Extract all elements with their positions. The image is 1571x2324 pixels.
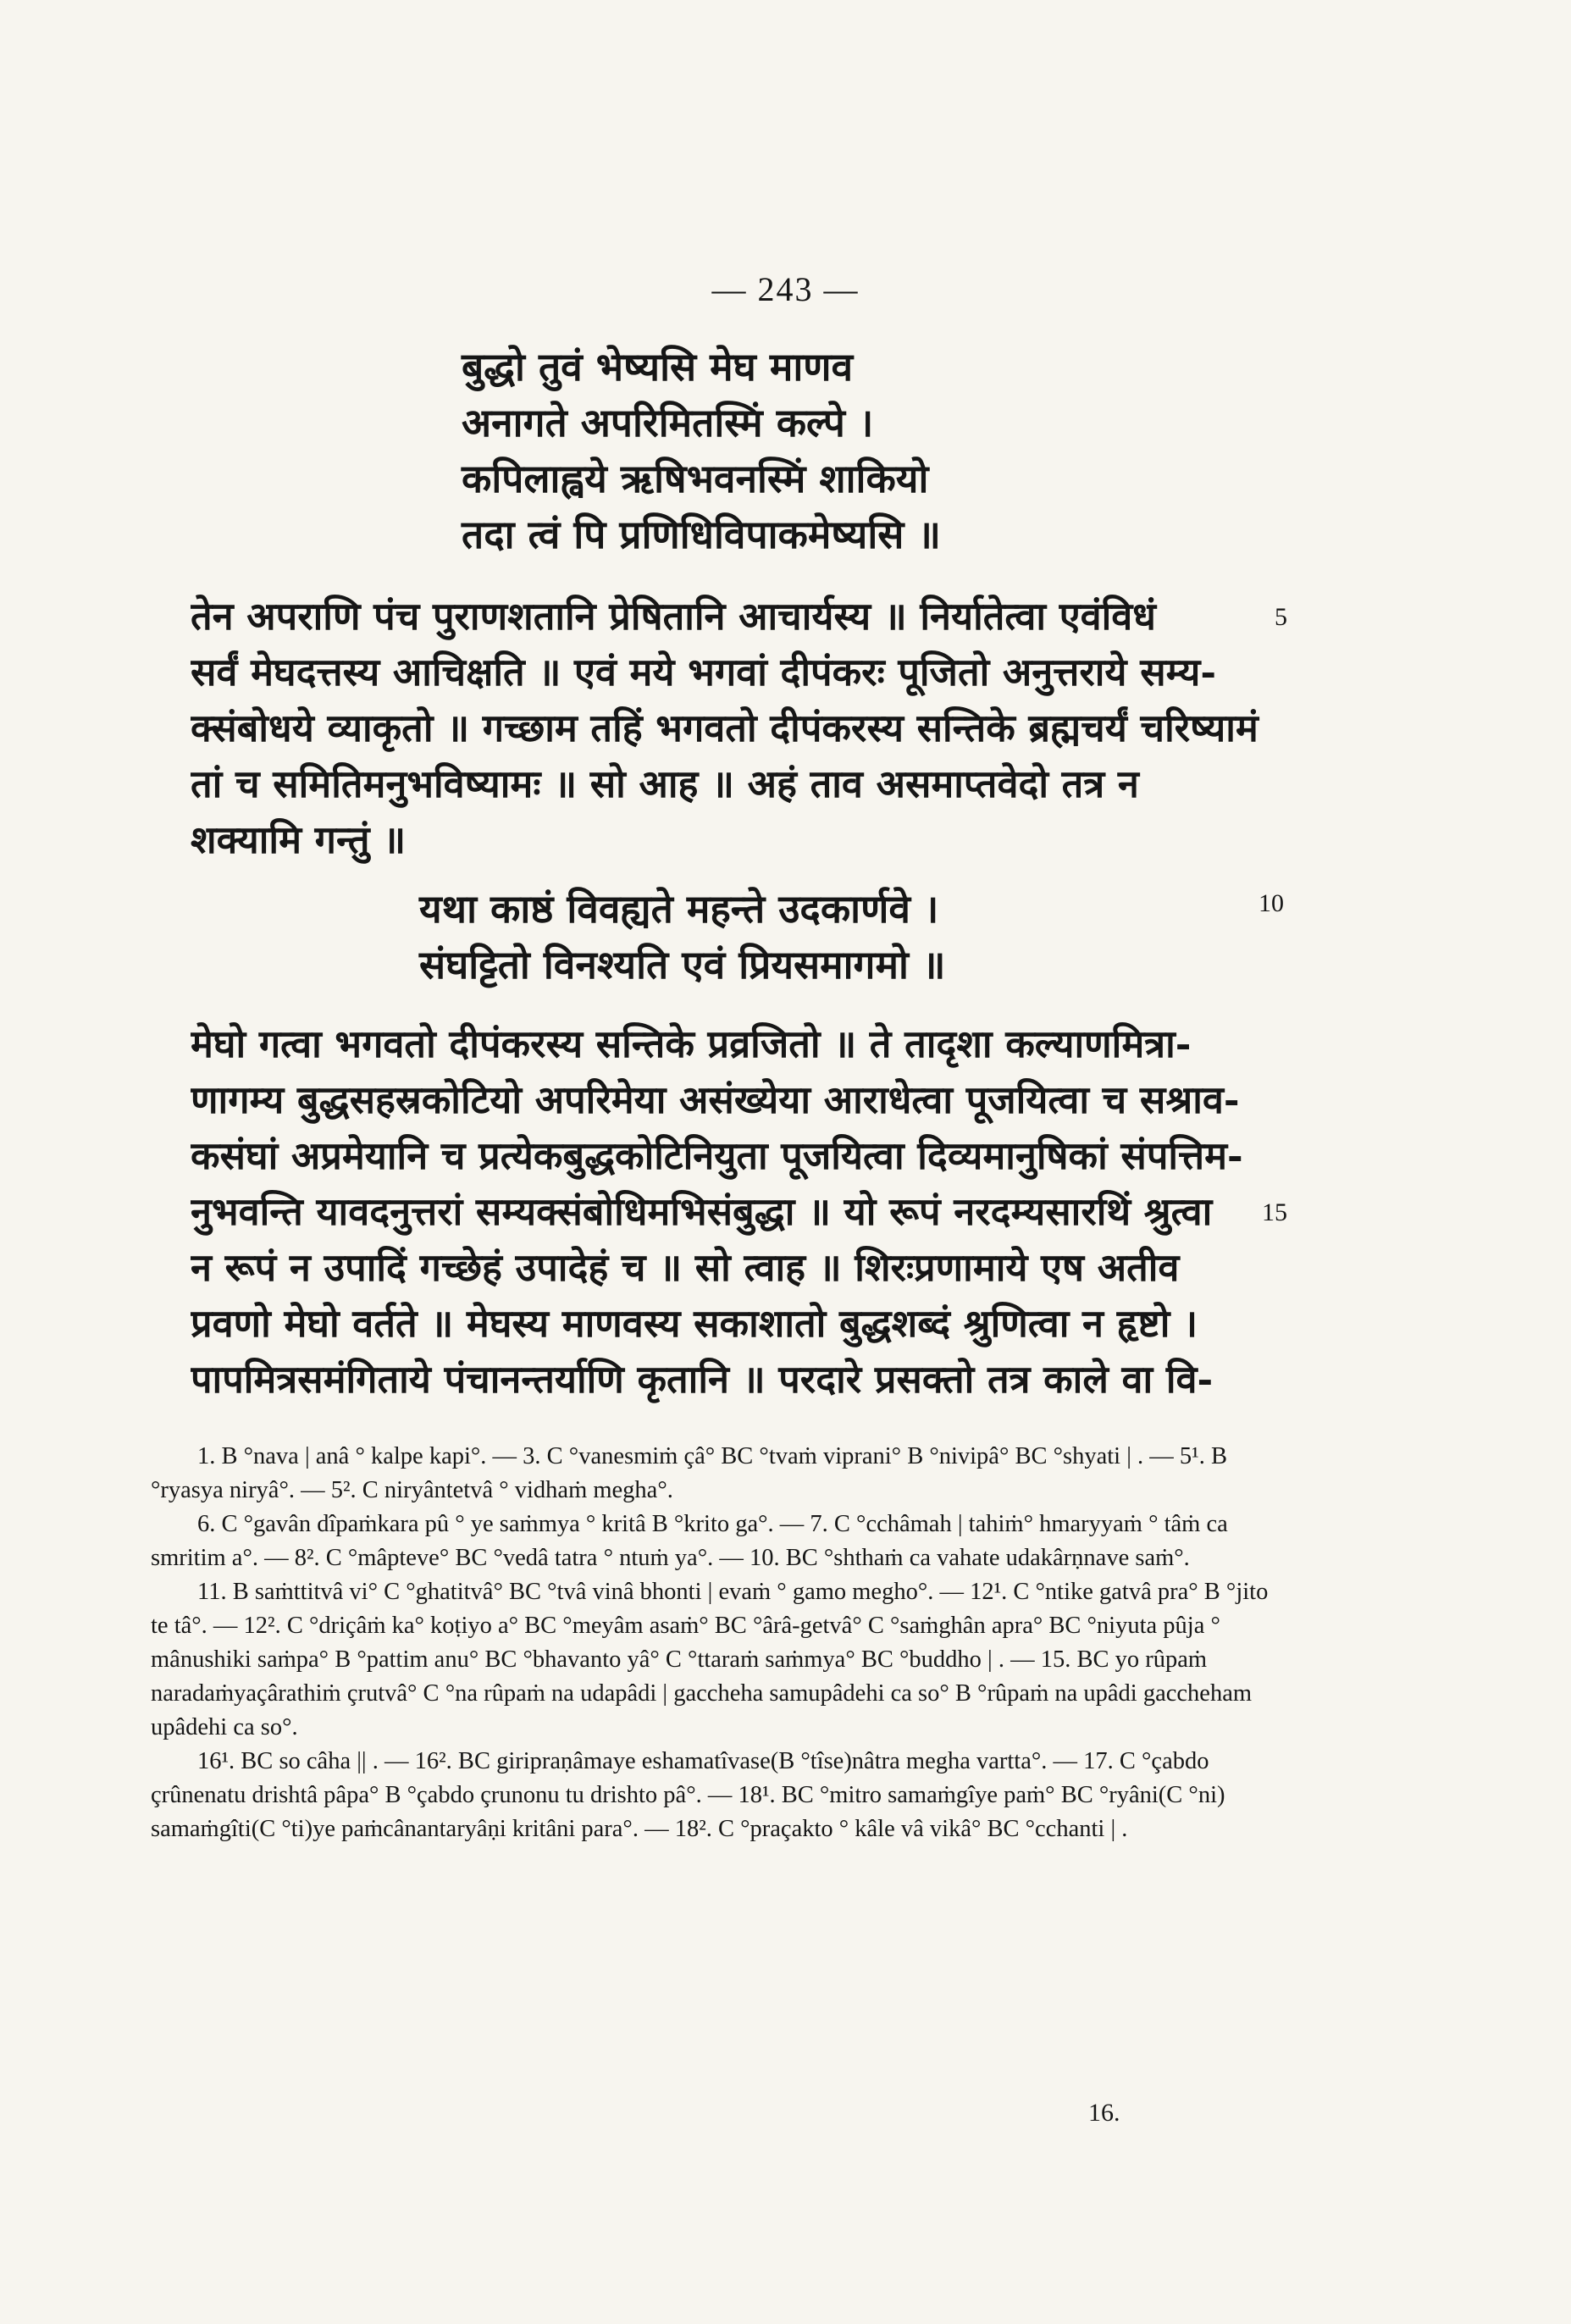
- verse-line: अनागते अपरिमितस्मिं कल्पे ।: [462, 400, 874, 445]
- prose-line: सर्वं मेघदत्तस्य आचिक्षति ॥ एवं मये भगवां दीपंकरः पूजितो अनुत्तराये सम्य-: [191, 650, 1217, 694]
- line-number-5: 5: [1275, 603, 1287, 631]
- verse-block-1: [462, 339, 941, 562]
- prose-line: मेघो गत्वा भगवतो दीपंकरस्य सन्तिके प्रव्रजितो ॥ ते तादृशा कल्याणमित्रा-: [191, 1021, 1192, 1066]
- verse-line: बुद्धो तुवं भेष्यसि मेघ माणव: [462, 344, 854, 390]
- prose-line: प्रवणो मेघो वर्तते ॥ मेघस्य माणवस्य सकाशातो बुद्धशब्दं श्रुणित्वा न हृष्टो ।: [191, 1301, 1198, 1346]
- footnote-paragraph: 16¹. BC so câha || . — 16². BC giripraṇâmaye eshamatîvase(B °tîse)nâtra megha vartta°. — 17. C °çabdo çrûnenatu drishtâ pâpa° B °çabdo çrunonu tu drishto pâ°. — 18¹. BC °mitro samaṁgîye paṁ° BC °ryâni(C °ni) samaṁgîti(C °ti)ye paṁcânantaryâṇi kritâni para°. — 18². C °praçakto ° kâle vâ vikâ° BC °cchanti | .: [151, 1748, 1225, 1842]
- footnote-paragraph: 6. C °gavân dîpaṁkara pû ° ye saṁmya ° kritâ B °krito ga°. — 7. C °cchâmah | tahiṁ° hmaryyaṁ ° tâṁ ca smritim a°. — 8². C °mâpteve° BC °vedâ tatra ° ntuṁ ya°. — 10. BC °shthaṁ ca vahate udakârṇnave saṁ°.: [151, 1511, 1228, 1571]
- line-number-15: 15: [1262, 1198, 1287, 1226]
- footnotes: [151, 1440, 1269, 1846]
- verse-line: संघट्टितो विनश्यति एवं प्रियसमागमो ॥: [419, 942, 946, 988]
- prose-line: णागम्य बुद्धसहस्रकोटियो अपरिमेया असंख्येया आराधेत्वा पूजयित्वा च सश्राव-: [191, 1077, 1240, 1122]
- prose-line: तां च समितिमनुभविष्यामः ॥ सो आह ॥ अहं ताव असमाप्तवेदो तत्र न: [191, 761, 1139, 806]
- prose-paragraph-1: [191, 589, 1283, 868]
- footnote-paragraph: 1. B °nava | anâ ° kalpe kapi°. — 3. C °vanesmiṁ çâ° BC °tvaṁ viprani° B °nivipâ° BC °shyati | . — 5¹. B °ryasya niryâ°. — 5². C niryântetvâ ° vidhaṁ megha°.: [151, 1443, 1227, 1503]
- prose-line: पापमित्रसमंगिताये पंचानन्तर्याणि कृतानि ॥ परदारे प्रसक्तो तत्र काले वा वि-: [191, 1357, 1214, 1402]
- verse-line: यथा काष्ठं विवह्यते महन्ते उदकार्णवे ।: [419, 886, 939, 932]
- footnote-paragraph: 11. B saṁttitvâ vi° C °ghatitvâ° BC °tvâ vinâ bhonti | evaṁ ° gamo megho°. — 12¹. C °ntike gatvâ pra° B °jito te tâ°. — 12². C °driçâṁ ka° koṭiyo a° BC °meyâm asaṁ° BC °ârâ-getvâ° C °saṁghân apra° BC °niyuta pûja ° mânushiki saṁpa° B °pattim anu° BC °bhavanto yâ° C °ttaraṁ saṁmya° BC °buddho | . — 15. BC yo rûpaṁ naradaṁyaçârathiṁ çrutvâ° C °na rûpaṁ na udapâdi | gaccheha samupâdehi ca so° B °rûpaṁ na upâdi gaccheham upâdehi ca so°.: [151, 1579, 1269, 1740]
- prose-line: न रूपं न उपादिं गच्छेहं उपादेहं च ॥ सो त्वाह ॥ शिरःप्रणामाये एष अतीव: [191, 1245, 1180, 1290]
- verse-line: तदा त्वं पि प्रणिधिविपाकमेष्यसि ॥: [462, 512, 941, 557]
- prose-line: नुभवन्ति यावदनुत्तरां सम्यक्संबोधिमभिसंबुद्धा ॥ यो रूपं नरदम्यसारथिं श्रुत्वा: [191, 1189, 1213, 1234]
- prose-paragraph-2: [191, 1016, 1283, 1408]
- signature-mark: 16.: [1088, 2099, 1120, 2127]
- prose-line: शक्यामि गन्तुं ॥: [191, 817, 407, 862]
- verse-block-2: [419, 881, 945, 993]
- prose-line: कसंघां अप्रमेयानि च प्रत्येकबुद्धकोटिनियुता पूजयित्वा दिव्यमानुषिकां संपत्तिम-: [191, 1133, 1243, 1178]
- verse-line: कपिलाह्वये ऋषिभवनस्मिं शाकियो: [462, 456, 929, 501]
- line-number-10: 10: [1258, 889, 1284, 917]
- page-number: — 243 —: [711, 270, 860, 308]
- prose-line: तेन अपराणि पंच पुराणशतानि प्रेषितानि आचार्यस्य ॥ निर्यातेत्वा एवंविधं: [191, 594, 1156, 639]
- prose-line: क्संबोधये व्याकृतो ॥ गच्छाम तहिं भगवतो दीपंकरस्य सन्तिके ब्रह्मचर्यं चरिष्यामं: [191, 706, 1258, 750]
